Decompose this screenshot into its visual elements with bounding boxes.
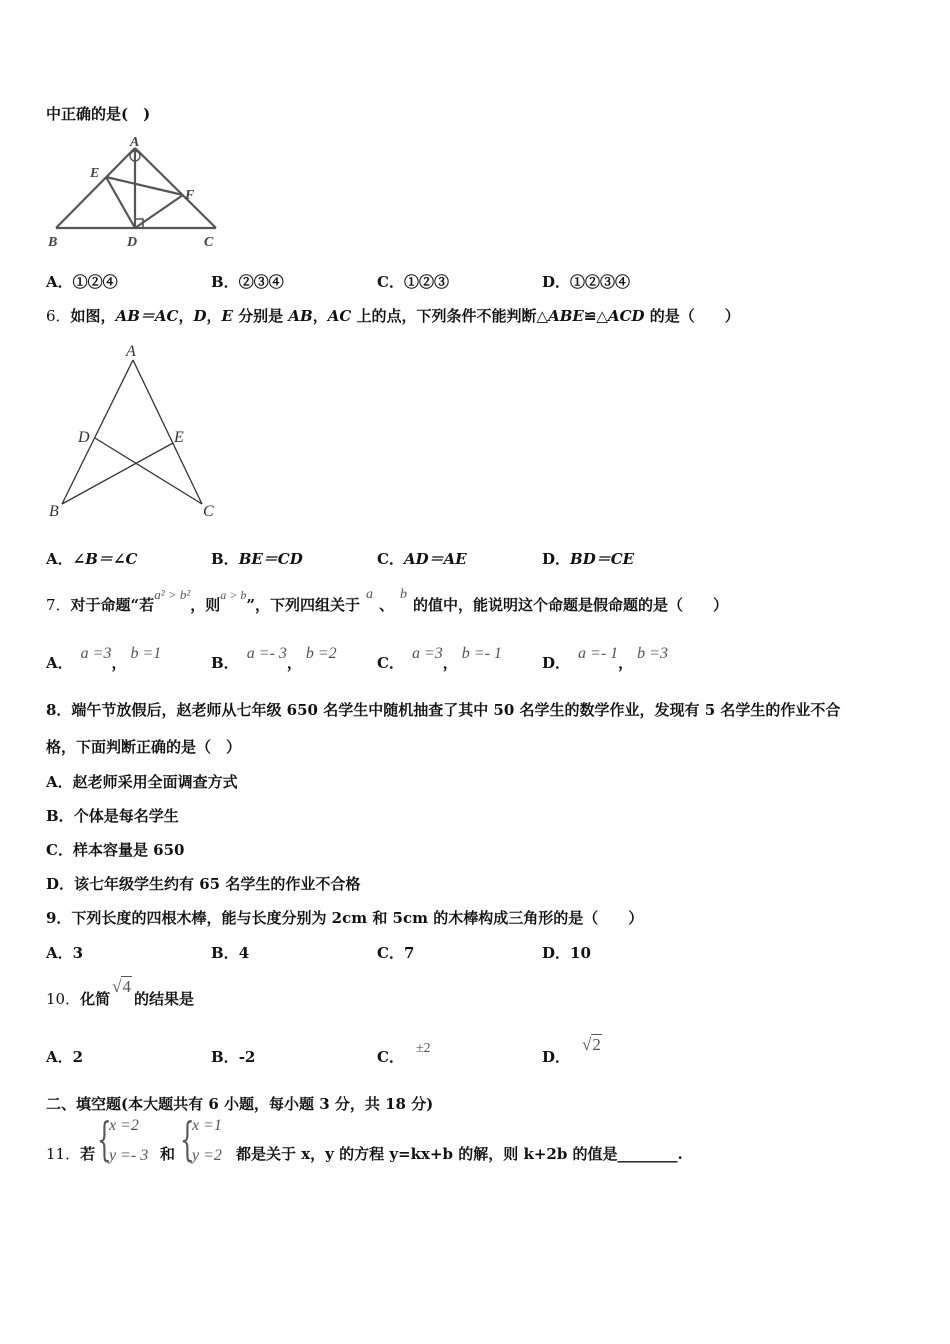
q8-option-d[interactable]: D．该七年级学生约有 65 名学生的作业不合格 bbox=[46, 875, 361, 893]
q8-option-b[interactable]: B．个体是每名学生 bbox=[46, 807, 179, 825]
q5-label-d: D bbox=[127, 235, 138, 250]
q5-label-c: C bbox=[204, 235, 214, 250]
q8-stem-line1: 8．端午节放假后，赵老师从七年级 650 名学生中随机抽查了其中 50 名学生的数学作业，发现有 5 名学生的作业不合 bbox=[46, 701, 841, 719]
q10-option-c[interactable]: C． ±2 bbox=[377, 1041, 431, 1066]
q9-option-c[interactable]: C．7 bbox=[377, 944, 415, 962]
q10-stem: 10．化简√4的结果是 bbox=[46, 977, 194, 1008]
q5-side-ab bbox=[56, 148, 135, 228]
q9-option-a[interactable]: A．3 bbox=[46, 944, 84, 962]
q6-label-d: D bbox=[78, 429, 90, 446]
q11-system-1-row-1: x =2 bbox=[109, 1117, 139, 1134]
q7-option-d[interactable]: D．a =- 1，b =3 bbox=[542, 645, 668, 672]
q5-label-e: E bbox=[90, 166, 100, 181]
q6-option-c[interactable]: C．AD＝AE bbox=[377, 550, 467, 568]
q9-stem: 9．下列长度的四根木棒，能与长度分别为 2cm 和 5cm 的木棒构成三角形的是（ ） bbox=[46, 909, 644, 927]
q11-system-2-brace: { bbox=[180, 1112, 195, 1166]
q6-stem: 6．如图，AB＝AC，D，E 分别是 AB，AC 上的点，下列条件不能判断△ABE≌△ACD 的是（ ） bbox=[46, 307, 740, 325]
q11-and: 和 bbox=[160, 1145, 176, 1163]
q10-radical: √4 bbox=[112, 977, 131, 996]
q6-triangle-figure bbox=[40, 338, 240, 524]
q10-option-d[interactable]: D．√2 bbox=[542, 1035, 601, 1066]
q11-stem-tail: 都是关于 x，y 的方程 y=kx+b 的解，则 k+2b 的值是________. bbox=[236, 1145, 683, 1163]
q6-option-a[interactable]: A．∠B＝∠C bbox=[46, 550, 138, 568]
q6-label-a: A bbox=[126, 343, 136, 360]
section-2-heading: 二、填空题(本大题共有 6 小题，每小题 3 分，共 18 分) bbox=[46, 1095, 434, 1113]
q5-triangle-figure bbox=[40, 134, 230, 252]
q10-option-b[interactable]: B．-2 bbox=[211, 1048, 256, 1066]
q11-system-1-brace: { bbox=[97, 1112, 112, 1166]
q6-option-b[interactable]: B．BE＝CD bbox=[211, 550, 303, 568]
q11-system-2-row-1: x =1 bbox=[192, 1117, 222, 1134]
q6-option-d[interactable]: D．BD＝CE bbox=[542, 550, 635, 568]
q5-side-ac bbox=[135, 148, 216, 228]
q11-system-2 bbox=[180, 1113, 238, 1171]
q9-option-b[interactable]: B．4 bbox=[211, 944, 250, 962]
q7-stem: 7．对于命题“若a² > b²，则$^{a > b}$”，下列四组关于a、b的值中，能说明这个命题是假命题的是（ ） bbox=[46, 587, 729, 614]
q8-option-a[interactable]: A．赵老师采用全面调查方式 bbox=[46, 773, 238, 791]
q11-system-2-row-2: y =2 bbox=[192, 1147, 222, 1164]
q9-option-d[interactable]: D．10 bbox=[542, 944, 591, 962]
q5-option-a[interactable]: A．①②④ bbox=[46, 273, 118, 291]
q5-label-f: F bbox=[185, 188, 195, 203]
q6-side-ab bbox=[62, 360, 133, 504]
q5-label-a: A bbox=[130, 135, 140, 150]
q11-number-lead: 11．若 bbox=[46, 1145, 96, 1163]
q6-label-c: C bbox=[203, 503, 214, 520]
q5-option-d[interactable]: D．①②③④ bbox=[542, 273, 631, 291]
q8-stem-line2: 格，下面判断正确的是（ ） bbox=[46, 738, 242, 756]
q7-option-c[interactable]: C．a =3，b =- 1 bbox=[377, 645, 502, 672]
q11-system-1-row-2: y =- 3 bbox=[109, 1147, 149, 1164]
q5-segment-ed bbox=[106, 177, 135, 228]
q6-label-e: E bbox=[174, 429, 184, 446]
q6-label-b: B bbox=[49, 503, 59, 520]
q7-option-b[interactable]: B．a =- 3，b =2 bbox=[211, 645, 337, 672]
q8-option-c[interactable]: C．样本容量是 650 bbox=[46, 841, 185, 859]
q11-system-1 bbox=[97, 1113, 161, 1171]
q10-option-d-radical: √2 bbox=[582, 1035, 601, 1054]
q5-stem-tail: 中正确的是( ) bbox=[46, 105, 151, 123]
q5-option-c[interactable]: C．①②③ bbox=[377, 273, 449, 291]
q5-option-b[interactable]: B．②③④ bbox=[211, 273, 284, 291]
q5-label-b: B bbox=[48, 235, 58, 250]
q7-option-a[interactable]: A．a =3，b =1 bbox=[46, 645, 162, 672]
q10-option-a[interactable]: A．2 bbox=[46, 1048, 84, 1066]
q5-segment-ef bbox=[106, 177, 183, 195]
